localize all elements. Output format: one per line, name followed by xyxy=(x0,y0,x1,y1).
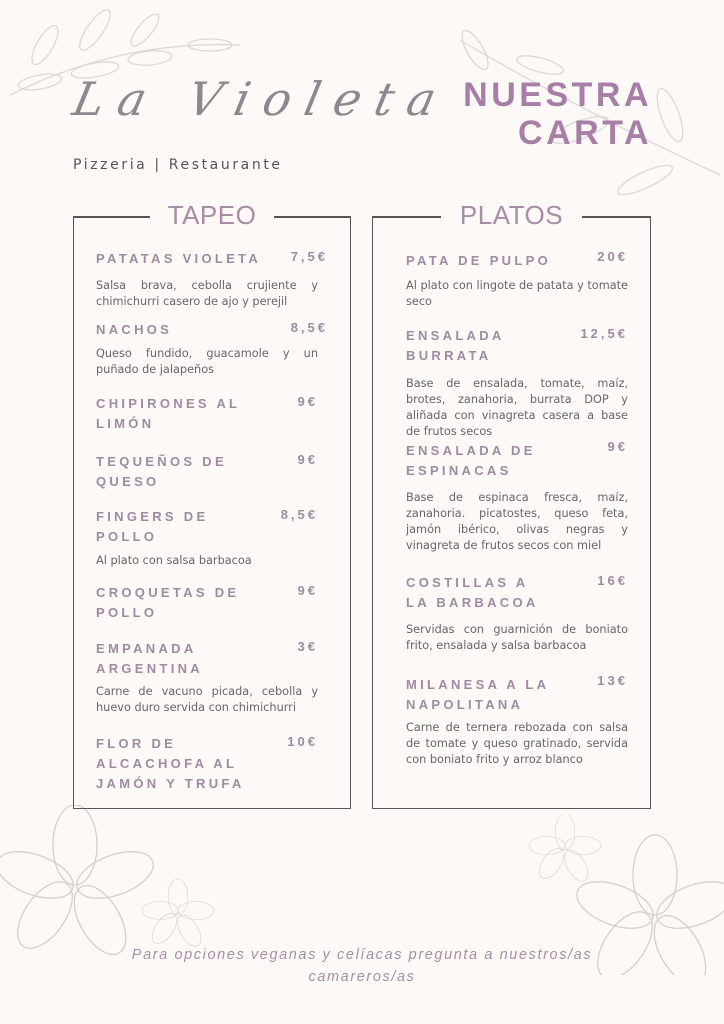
item-description: Base de ensalada, tomate, maíz, brotes, zanahoria, burrata DOP y aliñada con vinagreta casera a base de frutos secos xyxy=(406,377,628,438)
item-price: 3€ xyxy=(297,639,318,654)
item-name: MILANESA A LA NAPOLITANA xyxy=(406,677,549,712)
footer-line-2: camareros/as xyxy=(308,969,416,985)
brand-logo: La Violeta xyxy=(68,72,456,126)
item-price: 8,5€ xyxy=(280,507,318,522)
menu-item xyxy=(406,439,628,552)
footer-line-1: Para opciones veganas y celíacas pregunta a nuestros/as xyxy=(131,947,593,963)
item-price: 7,5€ xyxy=(290,249,328,264)
item-description: Queso fundido, guacamole y un puñado de jalapeños xyxy=(96,347,318,376)
item-price: 9€ xyxy=(297,394,318,409)
item-description: Carne de vacuno picada, cebolla y huevo duro servida con chimichurri xyxy=(96,685,318,714)
menu-item xyxy=(96,394,318,434)
item-name: FLOR DE ALCACHOFA AL JAMÓN Y TRUFA xyxy=(96,736,245,791)
title-line-2: CARTA xyxy=(518,114,652,152)
item-price: 9€ xyxy=(297,452,318,467)
item-name: NACHOS xyxy=(96,322,173,337)
menu-item xyxy=(406,326,628,438)
item-name: EMPANADA ARGENTINA xyxy=(96,641,203,676)
item-name: CROQUETAS DE POLLO xyxy=(96,585,240,620)
item-price: 13€ xyxy=(597,673,628,688)
item-name: FINGERS DE POLLO xyxy=(96,509,209,544)
title-line-1: NUESTRA xyxy=(463,76,652,114)
item-price: 9€ xyxy=(607,439,628,454)
item-name: ENSALADA DE ESPINACAS xyxy=(406,443,536,478)
item-price: 12,5€ xyxy=(580,326,628,341)
item-description: Carne de ternera rebozada con salsa de tomate y queso gratinado, servida con boniato frito y arroz blanco xyxy=(406,721,628,766)
footer-note xyxy=(0,944,724,988)
item-name: PATATAS VIOLETA xyxy=(96,251,262,266)
menu-item xyxy=(96,452,318,492)
item-price: 10€ xyxy=(287,734,318,749)
item-price: 8,5€ xyxy=(290,320,328,335)
platos-heading: PLATOS xyxy=(459,200,564,230)
item-name: PATA DE PULPO xyxy=(406,253,551,268)
item-name: TEQUEÑOS DE QUESO xyxy=(96,454,227,489)
menu-item xyxy=(96,249,328,308)
menu-item xyxy=(406,573,628,652)
item-description: Base de espinaca fresca, maíz, zanahoria. picatostes, queso feta, jamón ibérico, olivas negras y vinagreta de frutos secos con miel xyxy=(406,491,628,552)
page-title xyxy=(463,76,652,152)
brand-subtitle: Pizzeria | Restaurante xyxy=(73,157,283,173)
menu-item xyxy=(96,639,318,714)
item-description: Al plato con lingote de patata y tomate seco xyxy=(406,279,629,308)
menu-item xyxy=(406,673,628,766)
item-description: Al plato con salsa barbacoa xyxy=(96,554,252,567)
menu-item xyxy=(96,583,318,623)
item-name: ENSALADA BURRATA xyxy=(406,328,505,363)
item-price: 20€ xyxy=(597,249,628,264)
item-price: 9€ xyxy=(297,583,318,598)
menu-item xyxy=(406,249,629,308)
menu-item xyxy=(96,507,318,567)
item-price: 16€ xyxy=(597,573,628,588)
tapeo-heading: TAPEO xyxy=(167,200,257,230)
menu-item xyxy=(96,320,328,376)
menu-item xyxy=(96,734,318,794)
item-description: Salsa brava, cebolla crujiente y chimichurri casero de ajo y perejil xyxy=(96,279,318,308)
item-name: CHIPIRONES AL LIMÓN xyxy=(96,396,241,431)
item-name: COSTILLAS A LA BARBACOA xyxy=(406,575,539,610)
item-description: Servidas con guarnición de boniato frito, ensalada y salsa barbacoa xyxy=(406,623,628,652)
